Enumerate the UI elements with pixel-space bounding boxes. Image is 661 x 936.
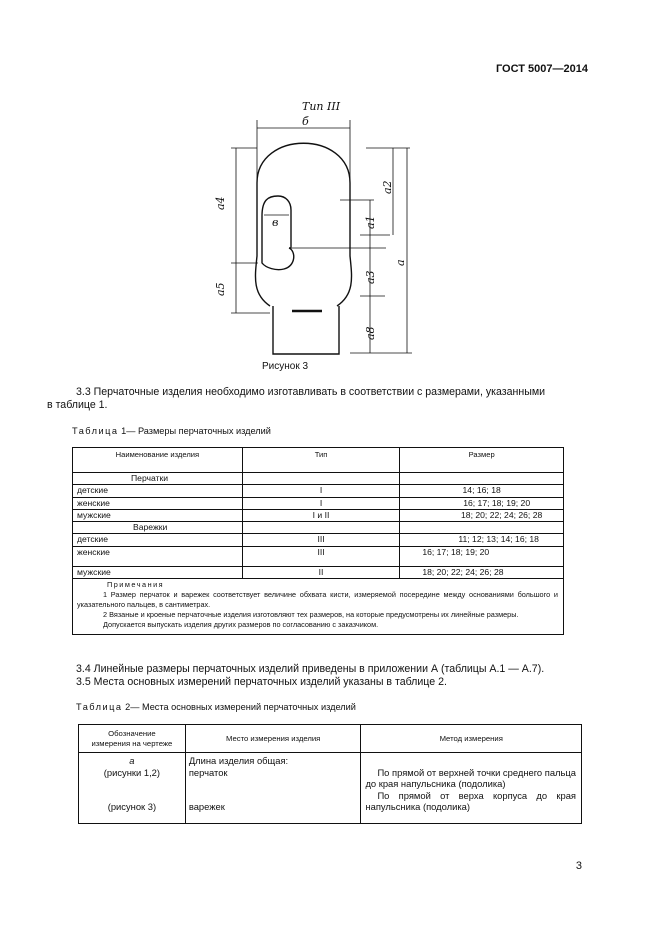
- table-row: [73, 534, 564, 546]
- dim-label-a8: а8: [364, 326, 377, 340]
- table1-group-row: [73, 522, 564, 534]
- table1-header-type: Тип: [242, 448, 400, 473]
- figures-ref-1: (рисунки 1,2): [103, 766, 161, 778]
- table-row: [73, 566, 564, 578]
- section-3-4: 3.4 Линейные размеры перчаточных изделий приведены в приложении А (таблицы А.1 — А.7).: [76, 663, 545, 675]
- designation-symbol: а: [129, 755, 135, 766]
- table-row: [73, 509, 564, 521]
- section-3-3-line2: в таблице 1.: [47, 399, 108, 411]
- note-3: Допускается выпускать изделия других размеров по согласованию с заказчиком.: [103, 620, 379, 630]
- table1-cell-name: мужские: [73, 566, 243, 578]
- table1-cell-type: III: [242, 546, 400, 566]
- table1-notes-row: [73, 579, 564, 635]
- table2-header-row: [79, 725, 582, 753]
- type-label: Тип III: [302, 100, 341, 113]
- table1-cell-type: III: [242, 534, 400, 546]
- table1-header-row: [73, 448, 564, 473]
- dim-label-a: а: [394, 259, 407, 266]
- width-label: б: [302, 115, 309, 128]
- table1-cell-size: 18; 20; 22; 24; 26; 28: [400, 566, 564, 578]
- table-row: [73, 485, 564, 497]
- table1-sizes: [72, 447, 564, 635]
- dim-label-a4: а4: [214, 196, 227, 210]
- table1-caption: [72, 426, 271, 436]
- table2-header-place: Место измерения изделия: [185, 725, 361, 753]
- table1-header-size: Размер: [400, 448, 564, 473]
- table2-caption-text: 2— Места основных измерений перчаточных изделий: [125, 702, 356, 712]
- table1-cell-name: детские: [73, 485, 243, 497]
- note-1: 1 Размер перчаток и варежек соответствует величине обхвата кисти, измеряемой посередине между основаниями большого и указательного пальцев, в сантиметрах.: [77, 590, 558, 610]
- notes-title: Примечания: [107, 580, 165, 590]
- table1-cell-type: II: [242, 566, 400, 578]
- mitten-drawing: [200, 98, 430, 360]
- table2-cell-place: [185, 753, 361, 824]
- table1-cell-type: I: [242, 485, 400, 497]
- place-total: Длина изделия общая:: [188, 755, 289, 766]
- table1-cell-size: 14; 16; 18: [400, 485, 564, 497]
- figures-ref-2: (рисунок 3): [107, 801, 157, 812]
- table-row: [79, 753, 582, 824]
- table1-notes: [73, 579, 564, 635]
- table2-header-method: Метод измерения: [361, 725, 582, 753]
- table1-cell-type: I: [242, 497, 400, 509]
- dim-label-a3: а3: [364, 270, 377, 284]
- dim-label-a2: а2: [381, 180, 394, 194]
- place-gloves: перчаток: [188, 766, 228, 778]
- dim-label-a1: а1: [364, 215, 377, 229]
- table1-group-row: [73, 473, 564, 485]
- table2-cell-method: [361, 753, 582, 824]
- dim-label-a5: а5: [214, 282, 227, 296]
- table1-cell-name: женские: [73, 497, 243, 509]
- table1-cell-size: 18; 20; 22; 24; 26; 28: [400, 509, 564, 521]
- section-3-5: 3.5 Места основных измерений перчаточных изделий указаны в таблице 2.: [76, 676, 447, 688]
- dim-label-v: в: [272, 216, 279, 229]
- table2-header-designation-line1: Обозначение: [108, 728, 156, 738]
- table1-cell-size: 16; 17; 18; 19; 20: [400, 497, 564, 509]
- table1-cell-size: 16; 17; 18; 19; 20: [400, 546, 564, 566]
- method-gloves: По прямой от верхней точки среднего пальца до края напульсника (подолика): [365, 766, 576, 789]
- table-row: [73, 497, 564, 509]
- table1-caption-text: 1— Размеры перчаточных изделий: [121, 426, 271, 436]
- table1-cell-name: женские: [73, 546, 243, 566]
- table-row: [73, 546, 564, 566]
- table2-measurements: [78, 724, 582, 824]
- table2-caption-word: Таблица: [76, 702, 123, 712]
- table2-caption: [76, 702, 356, 712]
- table2-header-designation-line2: измерения на чертеже: [91, 738, 173, 748]
- method-mittens: По прямой от верха корпуса до края напульсника (подолика): [365, 789, 576, 812]
- standard-number: ГОСТ 5007—2014: [495, 63, 588, 75]
- table1-group-gloves: Перчатки: [73, 473, 243, 485]
- table1-header-name: Наименование изделия: [73, 448, 243, 473]
- table2-cell-designation: [79, 753, 186, 824]
- table1-cell-size: 11; 12; 13; 14; 16; 18: [400, 534, 564, 546]
- table2-header-designation: [79, 725, 186, 753]
- table1-cell-name: детские: [73, 534, 243, 546]
- table1-cell-type: I и II: [242, 509, 400, 521]
- table1-caption-word: Таблица: [72, 426, 119, 436]
- section-3-3-line1: 3.3 Перчаточные изделия необходимо изготавливать в соответствии с размерами, указанными: [76, 386, 546, 398]
- table1-cell-name: мужские: [73, 509, 243, 521]
- place-mittens: варежек: [188, 801, 225, 812]
- table1-group-mittens: Варежки: [73, 522, 243, 534]
- page-number: 3: [575, 860, 582, 872]
- figure-caption: Рисунок 3: [262, 361, 309, 372]
- note-2: 2 Вязаные и кроеные перчаточные изделия изготовляют тех размеров, на которые предусмотрены их линейные размеры.: [103, 610, 519, 620]
